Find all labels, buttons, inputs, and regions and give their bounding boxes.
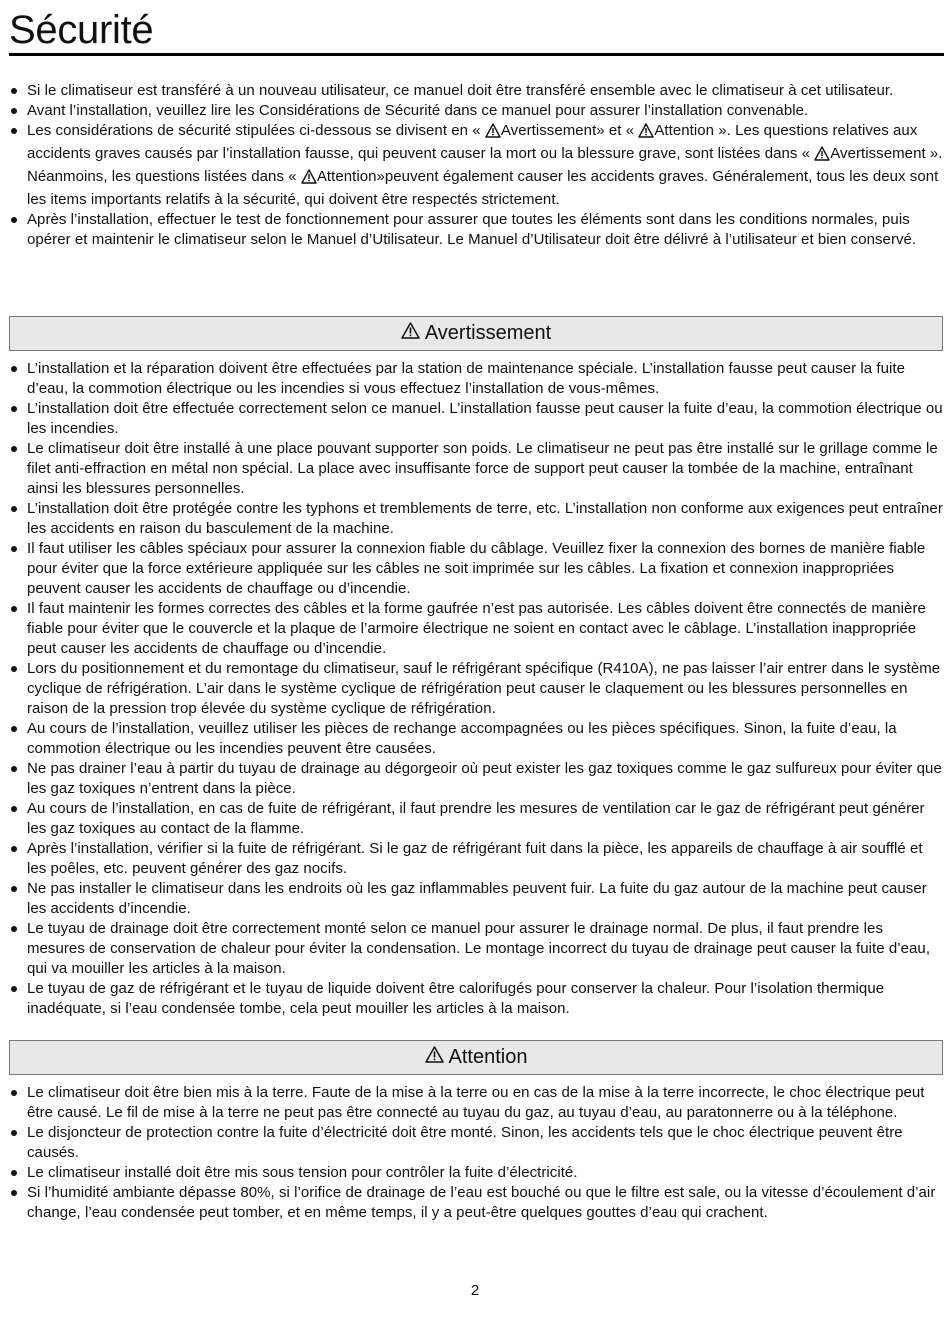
attention-list: [9, 1083, 944, 1223]
attention-item: Le climatiseur doit être bien mis à la terre. Faute de la mise à la terre ou en cas de la mise à la terre incorrecte, le choc électrique peut être causé. Le fil de mise à la terre ne peut pas être connecté au tuyau du gaz, au tuyau d’eau, au paratonnerre ou à la téléphone.: [9, 1083, 944, 1123]
warning-item: Lors du positionnement et du remontage du climatiseur, sauf le réfrigérant spécifique (R410A), ne pas laisser l’air entrer dans le système cyclique de réfrigération. L’air dans le système cyclique de réfrigération peut causer le claquement ou les blessures personnelles en raison de la pression trop élevée du système cyclique de réfrigération.: [9, 659, 944, 719]
intro-item: Après l’installation, effectuer le test de fonctionnement pour assurer que toutes les éléments sont dans les conditions normales, puis opérer et maintenir le climatiseur selon le Manuel d’Utilisateur. Le Manuel d’Utilisateur doit être délivré à l’utilisateur et bien conservé.: [9, 210, 944, 250]
warning-item: Au cours de l’installation, veuillez utiliser les pièces de rechange accompagnées ou les pièces spécifiques. Sinon, la fuite d’eau, la commotion électrique ou les incendies peuvent être causées.: [9, 719, 944, 759]
warning-item: L’installation doit être protégée contre les typhons et tremblements de terre, etc. L’installation non conforme aux exigences peut entraîner les accidents en raison du basculement de la machine.: [9, 499, 944, 539]
page-number: 2: [470, 1282, 480, 1299]
intro-item3-part1: Les considérations de sécurité stipulées ci-dessous se divisent en «: [27, 122, 481, 139]
warning-triangle-icon: [425, 1046, 444, 1069]
intro-item3-part3: ». Les questions relatives aux accidents graves causés par l’installation fausse, qui peuvent causer la mort ou la blessure grave, sont listées dans «: [27, 122, 918, 162]
intro-word-attention: Attention: [654, 122, 715, 139]
warning-item: Il faut maintenir les formes correctes des câbles et la forme gaufrée n’est pas autorisée. Les câbles doivent être connectés de manière fiable pour éviter que le couvercle et la plaque de l’armoire électrique ne soient en contact avec le câblage. L’installation inappropriée peut causer les accidents de chauffage ou d’incendie.: [9, 599, 944, 659]
attention-item: Le climatiseur installé doit être mis sous tension pour contrôler la fuite d’électricité.: [9, 1163, 944, 1183]
warning-triangle-icon: [485, 123, 501, 144]
attention-section-header: [9, 1040, 943, 1075]
warning-triangle-icon: [638, 123, 654, 144]
intro-item3-part4: ». Néanmoins, les questions listées dans «: [27, 145, 943, 185]
warning-triangle-icon: [814, 146, 830, 167]
intro-word-avertissement: Avertissement: [830, 145, 926, 162]
warning-item: Le tuyau de drainage doit être correctement monté selon ce manuel pour assurer le drainage normal. De plus, il faut prendre les mesures de conservation de chaleur pour éviter la condensation. Le montage incorrect du tuyau de drainage peut causer la fuite d’eau, qui va mouiller les articles à la maison.: [9, 919, 944, 979]
warning-item: Ne pas drainer l’eau à partir du tuyau de drainage au dégorgeoir où peut exister les gaz toxiques comme le gaz sulfureux pour éviter que les gaz toxiques n’entrent dans la pièce.: [9, 759, 944, 799]
intro-item: Avant l’installation, veuillez lire les Considérations de Sécurité dans ce manuel pour assurer l’installation convenable.: [9, 101, 944, 121]
warning-item: Ne pas installer le climatiseur dans les endroits où les gaz inflammables peuvent fuir. La fuite du gaz autour de la machine peut causer les accidents d’incendie.: [9, 879, 944, 919]
warning-item: Au cours de l’installation, en cas de fuite de réfrigérant, il faut prendre les mesures de ventilation car le gaz de réfrigérant peut générer les gaz toxiques au contact de la flamme.: [9, 799, 944, 839]
warning-item: Le tuyau de gaz de réfrigérant et le tuyau de liquide doivent être calorifugés pour conserver la chaleur. Pour l’isolation thermique inadéquate, si l’eau condensée tombe, cela peut mouiller les articles à la maison.: [9, 979, 944, 1019]
warning-triangle-icon: [301, 169, 317, 190]
intro-item-symbols: [9, 121, 944, 210]
warning-item: Il faut utiliser les câbles spéciaux pour assurer la connexion fiable du câblage. Veuillez fixer la connexion des bornes de manière fiable pour éviter que la force extérieure appliquée sur les câbles ne soit imprimée sur les câbles. La fixation et connexion inappropriées peuvent causer les accidents de chauffage ou d’incendie.: [9, 539, 944, 599]
attention-heading: Attention: [448, 1046, 528, 1068]
page-title: Sécurité: [9, 8, 154, 52]
attention-item: Le disjoncteur de protection contre la fuite d’électricité doit être monté. Sinon, les accidents tels que le choc électrique peuvent être causés.: [9, 1123, 944, 1163]
intro-word-avertissement: Avertissement: [500, 122, 597, 139]
warning-item: Le climatiseur doit être installé à une place pouvant supporter son poids. Le climatiseur ne peut pas être installé sur le grillage comme le filet anti-effraction en métal non spécial. La place avec insuffisante force de support peut causer la tombée de la machine, entraînant ainsi les blessures personnelles.: [9, 439, 944, 499]
intro-word-attention: Attention: [316, 168, 377, 185]
warning-list: [9, 359, 944, 1019]
warning-item: L’installation et la réparation doivent être effectuées par la station de maintenance spéciale. L’installation fausse peut causer la fuite d’eau, la commotion électrique ou les incendies si vous effectuez l’installation de vous-mêmes.: [9, 359, 944, 399]
warning-section-header: [9, 316, 943, 351]
warning-item: Après l’installation, vérifier si la fuite de réfrigérant. Si le gaz de réfrigérant fuit dans la pièce, les appareils de chauffage à air soufflé et les poêles, etc. peuvent générer des gaz nocifs.: [9, 839, 944, 879]
title-rule: [9, 53, 944, 56]
warning-item: L’installation doit être effectuée correctement selon ce manuel. L’installation fausse peut causer la fuite d’eau, la commotion électrique ou les incendies.: [9, 399, 944, 439]
intro-item3-part5: »peuvent également causer les accidents graves. Généralement, tous les deux sont les items importants relatifs à la sécurité, qui doivent être respectés strictement.: [27, 168, 939, 208]
attention-item: Si l’humidité ambiante dépasse 80%, si l’orifice de drainage de l’eau est bouché ou que le filtre est sale, ou la vitesse d’écoulement d’air change, l’eau condensée peut tomber, et en même temps, il y a peut-être quelques gouttes d’eau qui crachent.: [9, 1183, 944, 1223]
intro-item: Si le climatiseur est transféré à un nouveau utilisateur, ce manuel doit être transféré ensemble avec le climatiseur à cet utilisateur.: [9, 81, 944, 101]
warning-heading: Avertissement: [424, 322, 552, 344]
intro-item3-part2: » et «: [596, 122, 635, 139]
warning-triangle-icon: [401, 322, 420, 345]
intro-list: [9, 81, 944, 250]
